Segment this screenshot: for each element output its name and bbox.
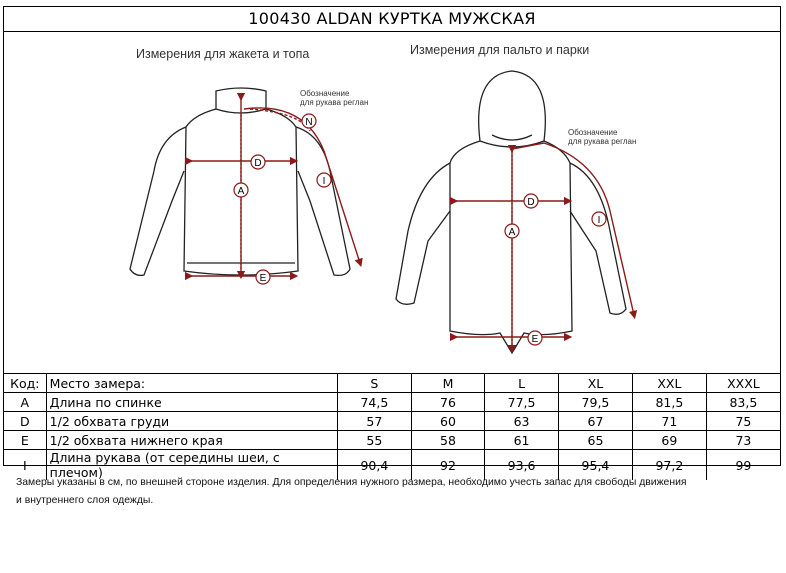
size-note-line-1: Замеры указаны в см, по внешней стороне изделия. Для определения нужного размера, необходимо учесть запас для свободы движения (16, 477, 687, 488)
parka-marker-a: A (508, 227, 516, 238)
header-code: Код: (4, 374, 46, 393)
jacket-markers (234, 114, 331, 284)
header-size: S (337, 374, 411, 393)
row-value: 95,4 (559, 450, 633, 481)
row-value: 81,5 (632, 393, 706, 412)
table-row (4, 431, 780, 450)
row-value: 60 (411, 412, 484, 431)
row-value: 63 (485, 412, 559, 431)
jacket-raglan-note-1: Обозначение (300, 89, 350, 98)
row-place: 1/2 обхвата нижнего края (46, 431, 337, 450)
size-chart-frame (3, 6, 781, 480)
row-value: 99 (706, 450, 780, 481)
parka-markers (505, 194, 606, 345)
header-size: M (411, 374, 484, 393)
parka-outline (396, 71, 626, 353)
row-value: 71 (632, 412, 706, 431)
size-table (4, 373, 780, 480)
row-code: I (4, 450, 46, 481)
jacket-measure-lines (189, 97, 360, 276)
row-value: 83,5 (706, 393, 780, 412)
parka-marker-d: D (527, 197, 535, 208)
jacket-raglan-note-2: для рукава реглан (300, 98, 369, 107)
row-value: 69 (632, 431, 706, 450)
header-size: XXL (632, 374, 706, 393)
jacket-marker-a: A (237, 186, 245, 197)
row-value: 97,2 (632, 450, 706, 481)
header-size: XL (559, 374, 633, 393)
row-value: 57 (337, 412, 411, 431)
header-size: L (485, 374, 559, 393)
row-code: A (4, 393, 46, 412)
jacket-marker-i: I (322, 176, 326, 187)
header-place: Место замера: (46, 374, 337, 393)
row-place: 1/2 обхвата груди (46, 412, 337, 431)
jacket-marker-e: E (259, 273, 267, 284)
measurement-diagram (4, 31, 780, 373)
row-value: 75 (706, 412, 780, 431)
size-note (16, 474, 778, 510)
row-code: E (4, 431, 46, 450)
parka-raglan-note-2: для рукава реглан (568, 137, 637, 146)
row-value: 74,5 (337, 393, 411, 412)
row-place: Длина рукава (от середины шеи, с плечом) (46, 450, 337, 481)
row-value: 93,6 (485, 450, 559, 481)
row-value: 90,4 (337, 450, 411, 481)
parka-measure-lines (454, 143, 634, 349)
table-row (4, 393, 780, 412)
row-value: 76 (411, 393, 484, 412)
row-place: Длина по спинке (46, 393, 337, 412)
row-value: 79,5 (559, 393, 633, 412)
jacket-marker-d: D (254, 158, 262, 169)
page-title: 100430 ALDAN КУРТКА МУЖСКАЯ (4, 7, 780, 32)
jacket-caption: Измерения для жакета и топа (136, 47, 310, 61)
row-value: 92 (411, 450, 484, 481)
row-value: 73 (706, 431, 780, 450)
row-value: 61 (485, 431, 559, 450)
row-value: 67 (559, 412, 633, 431)
size-note-line-2: и внутреннего слоя одежды. (16, 495, 154, 506)
table-header-row (4, 374, 780, 393)
parka-marker-e: E (531, 334, 539, 345)
header-size: XXXL (706, 374, 780, 393)
row-value: 58 (411, 431, 484, 450)
row-value: 65 (559, 431, 633, 450)
jacket-marker-n: N (305, 117, 313, 128)
row-value: 77,5 (485, 393, 559, 412)
row-code: D (4, 412, 46, 431)
row-value: 55 (337, 431, 411, 450)
table-row (4, 412, 780, 431)
coat-caption: Измерения для пальто и парки (410, 43, 590, 57)
parka-marker-i: I (597, 215, 601, 226)
parka-raglan-note-1: Обозначение (568, 128, 618, 137)
